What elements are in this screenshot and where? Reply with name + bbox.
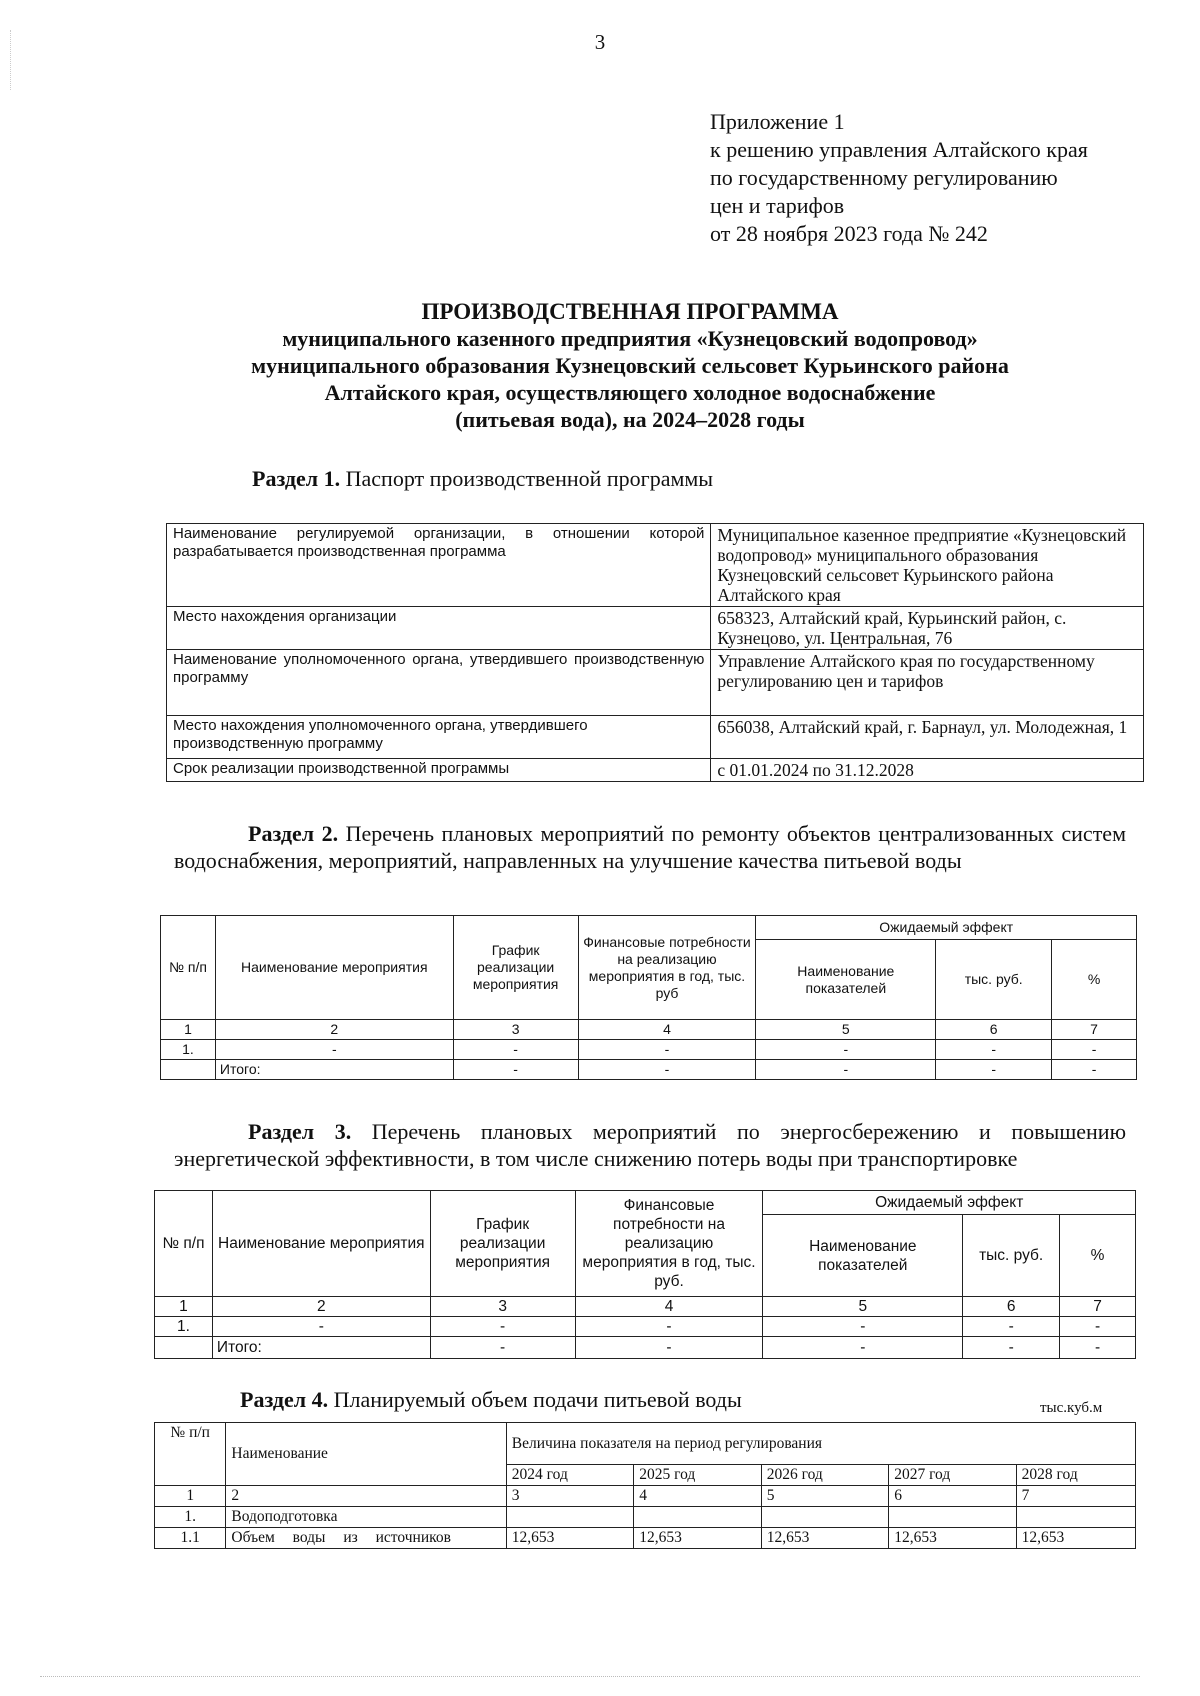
header-indicators: Наименование показателей — [763, 1215, 963, 1297]
table-cell: 1. — [155, 1507, 226, 1528]
table-row — [167, 524, 1144, 607]
table-cell: - — [763, 1317, 963, 1337]
table-cell: 12,653 — [506, 1528, 633, 1549]
title-line: ПРОИЗВОДСТВЕННАЯ ПРОГРАММА — [421, 299, 839, 324]
table-cell: - — [936, 1060, 1052, 1080]
section2-table — [160, 915, 1137, 1080]
appendix-line: к решению управления Алтайского края — [710, 137, 1088, 162]
passport-table — [166, 523, 1144, 782]
col-number: 3 — [506, 1486, 633, 1507]
header-period: Величина показателя на период регулирования — [506, 1423, 1135, 1465]
table-cell: 1.1 — [155, 1528, 226, 1549]
table-cell: - — [963, 1317, 1060, 1337]
table-cell: - — [763, 1337, 963, 1359]
header-name: Наименование мероприятия — [215, 916, 453, 1020]
header-pct: % — [1052, 940, 1137, 1020]
table-cell: Водоподготовка — [226, 1507, 506, 1528]
table-cell: - — [1060, 1317, 1136, 1337]
section4-title: Планируемый объем подачи питьевой воды — [333, 1387, 742, 1412]
title-line: Алтайского края, осуществляющего холодное водоснабжение — [324, 380, 936, 405]
section4-label: Раздел 4. — [240, 1387, 329, 1412]
table-cell: 1. — [155, 1317, 213, 1337]
section1-title: Паспорт производственной программы — [345, 466, 714, 491]
table-cell: - — [578, 1040, 756, 1060]
table-row — [161, 1040, 1137, 1060]
header-year: 2026 год — [761, 1465, 888, 1486]
table-cell: - — [936, 1040, 1052, 1060]
col-number: 5 — [756, 1020, 936, 1040]
column-number-row — [155, 1297, 1136, 1317]
section3-label: Раздел 3. — [248, 1119, 352, 1144]
table-cell: - — [963, 1337, 1060, 1359]
header-num: № п/п — [155, 1191, 213, 1297]
table-row — [167, 607, 1144, 650]
col-number: 3 — [453, 1020, 578, 1040]
total-row — [161, 1060, 1137, 1080]
table-cell: - — [212, 1317, 430, 1337]
passport-value: 658323, Алтайский край, Курьинский район, с. Кузнецово, ул. Центральная, 76 — [711, 607, 1144, 650]
passport-value: с 01.01.2024 по 31.12.2028 — [711, 759, 1144, 782]
section1-label: Раздел 1. — [252, 466, 341, 491]
table-row — [155, 1507, 1136, 1528]
table-cell: - — [1052, 1040, 1137, 1060]
table-header-row — [161, 916, 1137, 940]
col-number: 6 — [889, 1486, 1016, 1507]
header-schedule: График реализации мероприятия — [430, 1191, 575, 1297]
passport-value: Муниципальное казенное предприятие «Кузнецовский водопровод» муниципального образования Кузнецовский сельсовет Курьинского района Алтайского края — [711, 524, 1144, 607]
table-cell — [1016, 1507, 1135, 1528]
col-number: 4 — [634, 1486, 761, 1507]
table-cell — [161, 1060, 216, 1080]
header-rub: тыс. руб. — [963, 1215, 1060, 1297]
total-label: Итого: — [215, 1060, 453, 1080]
table-cell — [761, 1507, 888, 1528]
section3-heading — [174, 1118, 1126, 1172]
column-number-row — [155, 1486, 1136, 1507]
passport-label: Срок реализации производственной программы — [167, 759, 711, 782]
table-cell: 12,653 — [634, 1528, 761, 1549]
page-number: 3 — [594, 30, 606, 54]
col-number: 2 — [215, 1020, 453, 1040]
section2-title: Перечень плановых мероприятий по ремонту объектов централизованных систем водоснабжения, мероприятий, направленных на улучшение качества питьевой воды — [174, 821, 1126, 873]
table-cell: - — [430, 1337, 575, 1359]
passport-value: 656038, Алтайский край, г. Барнаул, ул. Молодежная, 1 — [711, 716, 1144, 759]
table-cell: - — [215, 1040, 453, 1060]
section3-title: Перечень плановых мероприятий по энергосбережению и повышению энергетической эффективности, в том числе снижению потерь воды при транспортировке — [174, 1119, 1127, 1171]
total-label: Итого: — [212, 1337, 430, 1359]
header-year: 2025 год — [634, 1465, 761, 1486]
header-effect: Ожидаемый эффект — [756, 916, 1137, 940]
col-number: 5 — [763, 1297, 963, 1317]
document-title — [180, 298, 1080, 433]
header-indicators: Наименование показателей — [756, 940, 936, 1020]
header-name: Наименование мероприятия — [212, 1191, 430, 1297]
header-finance: Финансовые потребности на реализацию мероприятия в год, тыс. руб. — [575, 1191, 763, 1297]
table-cell: - — [1060, 1337, 1136, 1359]
table-header-row — [155, 1423, 1136, 1465]
header-rub: тыс. руб. — [936, 940, 1052, 1020]
col-number: 4 — [575, 1297, 763, 1317]
section2-heading — [174, 820, 1126, 874]
table-cell: - — [1052, 1060, 1137, 1080]
section4-table — [154, 1422, 1136, 1549]
table-cell — [506, 1507, 633, 1528]
col-number: 7 — [1060, 1297, 1136, 1317]
table-row — [155, 1317, 1136, 1337]
table-cell — [155, 1337, 213, 1359]
scan-bottom-line — [40, 1676, 1140, 1677]
table-row — [167, 759, 1144, 782]
section2-label: Раздел 2. — [248, 821, 339, 846]
passport-label: Наименование уполномоченного органа, утвердившего производственную программу — [167, 650, 711, 716]
passport-label: Наименование регулируемой организации, в отношении которой разрабатывается производственная программа — [167, 524, 711, 607]
header-year: 2028 год — [1016, 1465, 1135, 1486]
passport-label: Место нахождения уполномоченного органа, утвердившего производственную программу — [167, 716, 711, 759]
table-row — [167, 716, 1144, 759]
header-name: Наименование — [226, 1423, 506, 1486]
col-number: 6 — [963, 1297, 1060, 1317]
table-cell: 12,653 — [889, 1528, 1016, 1549]
header-num: № п/п — [161, 916, 216, 1020]
col-number: 1 — [155, 1297, 213, 1317]
header-year: 2024 год — [506, 1465, 633, 1486]
title-line: муниципального казенного предприятия «Кузнецовский водопровод» — [282, 326, 978, 351]
appendix-line: от 28 ноября 2023 года № 242 — [710, 221, 988, 246]
table-header-row — [155, 1191, 1136, 1215]
appendix-line: по государственному регулированию — [710, 165, 1058, 190]
header-pct: % — [1060, 1215, 1136, 1297]
table-row — [167, 650, 1144, 716]
col-number: 2 — [212, 1297, 430, 1317]
table-cell: - — [453, 1060, 578, 1080]
col-number: 4 — [578, 1020, 756, 1040]
unit-label: тыс.куб.м — [1040, 1400, 1103, 1416]
table-row — [155, 1528, 1136, 1549]
col-number: 6 — [936, 1020, 1052, 1040]
passport-value: Управление Алтайского края по государственному регулированию цен и тарифов — [711, 650, 1144, 716]
header-num: № п/п — [155, 1423, 226, 1486]
appendix-line: цен и тарифов — [710, 193, 845, 218]
table-cell: - — [756, 1060, 936, 1080]
table-cell — [889, 1507, 1016, 1528]
col-number: 5 — [761, 1486, 888, 1507]
table-cell: Объем воды из источников — [226, 1528, 506, 1549]
table-cell: 1. — [161, 1040, 216, 1060]
header-effect: Ожидаемый эффект — [763, 1191, 1136, 1215]
col-number: 1 — [155, 1486, 226, 1507]
col-number: 2 — [226, 1486, 506, 1507]
table-cell: - — [756, 1040, 936, 1060]
table-cell: - — [575, 1337, 763, 1359]
col-number: 3 — [430, 1297, 575, 1317]
section4-heading — [240, 1386, 742, 1413]
table-cell: - — [578, 1060, 756, 1080]
total-row — [155, 1337, 1136, 1359]
header-year: 2027 год — [889, 1465, 1016, 1486]
header-schedule: График реализации мероприятия — [453, 916, 578, 1020]
appendix-line: Приложение 1 — [710, 109, 845, 134]
table-cell: 12,653 — [1016, 1528, 1135, 1549]
table-cell: - — [453, 1040, 578, 1060]
table-cell: - — [430, 1317, 575, 1337]
col-number: 7 — [1052, 1020, 1137, 1040]
header-finance: Финансовые потребности на реализацию мероприятия в год, тыс. руб — [578, 916, 756, 1020]
section3-table — [154, 1190, 1136, 1359]
table-cell: 12,653 — [761, 1528, 888, 1549]
table-cell: - — [575, 1317, 763, 1337]
title-line: муниципального образования Кузнецовский сельсовет Курьинского района — [251, 353, 1009, 378]
col-number: 1 — [161, 1020, 216, 1040]
section1-heading — [252, 465, 713, 492]
column-number-row — [161, 1020, 1137, 1040]
title-line: (питьевая вода), на 2024–2028 годы — [455, 407, 805, 432]
col-number: 7 — [1016, 1486, 1135, 1507]
appendix-block — [710, 108, 1088, 248]
table-cell — [634, 1507, 761, 1528]
passport-label: Место нахождения организации — [167, 607, 711, 650]
